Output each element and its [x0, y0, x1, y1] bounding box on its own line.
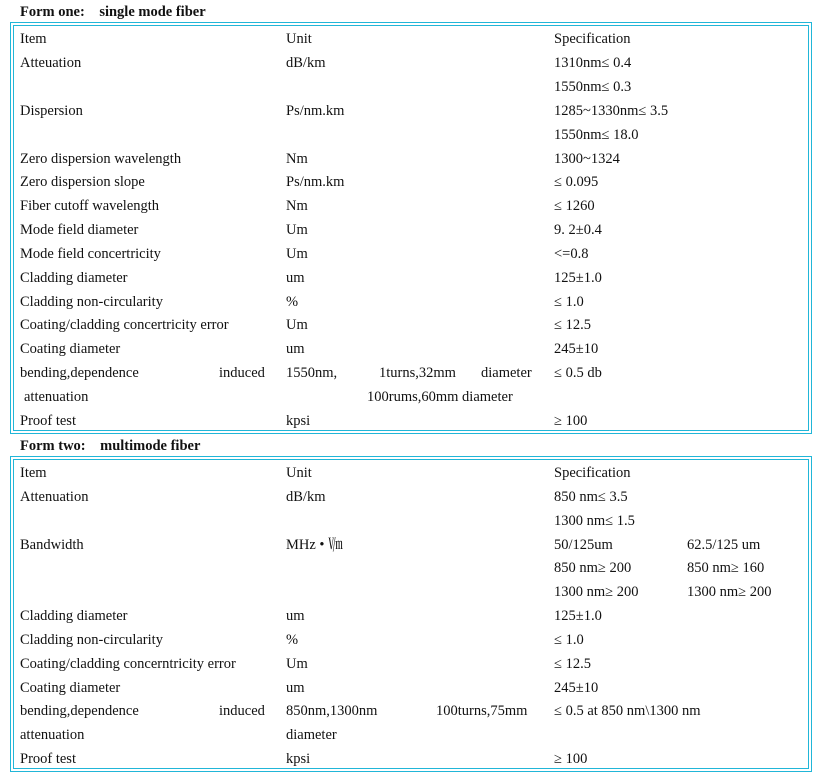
proof-spec: ≥ 100: [554, 751, 588, 767]
bandwidth-col2-line: 850 nm≥ 160: [687, 560, 765, 576]
row-unit: Um: [286, 222, 308, 238]
attenuation-spec-line: 1300 nm≤ 1.5: [554, 513, 635, 529]
form-one-heading: Form one: single mode fiber: [20, 4, 206, 20]
row-spec: ≤ 12.5: [554, 656, 591, 672]
row-spec-line: 1550nm≤ 0.3: [554, 79, 632, 95]
proof-item: Proof test: [20, 751, 76, 767]
row-unit: %: [286, 294, 299, 310]
row-spec-line: 125±1.0: [554, 270, 602, 286]
row-item: Dispersion: [20, 103, 83, 119]
proof-spec: ≥ 100: [554, 413, 588, 429]
row-spec: ≤ 1.0: [554, 632, 584, 648]
bandwidth-col1-line: 850 nm≥ 200: [554, 560, 632, 576]
bandwidth-item: Bandwidth: [20, 537, 84, 553]
row-item: Cladding non-circularity: [20, 632, 163, 648]
row-item: Mode field concertricity: [20, 246, 161, 262]
bending-item-label-induced: induced: [219, 365, 265, 381]
row-unit: Ps/nm.km: [286, 103, 345, 119]
row-item: Cladding non-circularity: [20, 294, 163, 310]
form-two-table: [10, 456, 812, 772]
row-spec-line: ≤ 1260: [554, 198, 595, 214]
row-item: Fiber cutoff wavelength: [20, 198, 160, 214]
attenuation-spec-line: 850 nm≤ 3.5: [554, 489, 628, 505]
row-unit: Um: [286, 656, 308, 672]
row-unit: um: [286, 608, 305, 624]
row-item: Mode field diameter: [20, 222, 139, 238]
row-unit: um: [286, 270, 305, 286]
attenuation-unit: dB/km: [286, 489, 326, 505]
header-unit: Unit: [286, 31, 312, 47]
bending-unit-turns: 100turns,75mm: [436, 703, 528, 719]
bending-unit-second-line: 100rums,60mm diameter: [367, 389, 513, 405]
row-spec-line: ≤ 1.0: [554, 294, 584, 310]
row-spec-line: ≤ 12.5: [554, 317, 591, 333]
form-two-heading: Form two: multimode fiber: [20, 438, 201, 454]
bandwidth-col1-line: 50/125um: [554, 537, 613, 553]
bending-unit-diameter: diameter: [481, 365, 532, 381]
row-unit: um: [286, 341, 305, 357]
row-spec-line: 1300~1324: [554, 151, 620, 167]
bending-unit-wavelength: 850nm,1300nm: [286, 703, 378, 719]
bending-item-label: bending,dependence: [20, 703, 139, 719]
row-unit: Um: [286, 317, 308, 333]
row-spec: 245±10: [554, 680, 599, 696]
header-item: Item: [20, 31, 47, 47]
proof-unit: kpsi: [286, 413, 311, 429]
row-spec-line: 9. 2±0.4: [554, 222, 602, 238]
row-spec-line: 1550nm≤ 18.0: [554, 127, 639, 143]
row-spec-line: <=0.8: [554, 246, 589, 262]
bandwidth-unit: MHz • ㏞: [286, 537, 343, 553]
row-spec-line: ≤ 0.095: [554, 174, 599, 190]
row-spec-line: 245±10: [554, 341, 599, 357]
bandwidth-col2-line: 62.5/125 um: [687, 537, 761, 553]
attenuation-item: Attenuation: [20, 489, 89, 505]
bending-item-label: bending,dependence: [20, 365, 139, 381]
row-unit: Ps/nm.km: [286, 174, 345, 190]
proof-unit: kpsi: [286, 751, 311, 767]
row-spec-line: 1310nm≤ 0.4: [554, 55, 632, 71]
row-item: Zero dispersion slope: [20, 174, 145, 190]
bandwidth-col2-line: 1300 nm≥ 200: [687, 584, 772, 600]
row-item: Coating diameter: [20, 680, 121, 696]
bending-unit-diameter: diameter: [286, 727, 337, 743]
row-item: Coating diameter: [20, 341, 121, 357]
row-unit: dB/km: [286, 55, 326, 71]
header-specification: Specification: [554, 465, 631, 481]
row-unit: Nm: [286, 198, 308, 214]
row-item: Coating/cladding concertricity error: [20, 317, 229, 333]
header-unit: Unit: [286, 465, 312, 481]
bending-spec: ≤ 0.5 db: [554, 365, 602, 381]
row-unit: um: [286, 680, 305, 696]
bending-unit-turns: 1turns,32mm: [379, 365, 456, 381]
row-unit: Um: [286, 246, 308, 262]
bending-unit-wavelength: 1550nm,: [286, 365, 338, 381]
row-spec-line: 1285~1330nm≤ 3.5: [554, 103, 669, 119]
row-item: Cladding diameter: [20, 270, 128, 286]
bandwidth-col1-line: 1300 nm≥ 200: [554, 584, 639, 600]
bending-spec: ≤ 0.5 at 850 nm\1300 nm: [554, 703, 701, 719]
row-spec: 125±1.0: [554, 608, 602, 624]
row-item: Zero dispersion wavelength: [20, 151, 182, 167]
row-unit: %: [286, 632, 299, 648]
row-item: Coating/cladding concerntricity error: [20, 656, 236, 672]
bending-item-label-induced: induced: [219, 703, 265, 719]
header-item: Item: [20, 465, 47, 481]
row-item: Cladding diameter: [20, 608, 128, 624]
row-item: Atteuation: [20, 55, 82, 71]
proof-item: Proof test: [20, 413, 76, 429]
bending-item-label-attenuation: attenuation: [20, 727, 85, 743]
bending-item-label-attenuation: attenuation: [24, 389, 89, 405]
header-specification: Specification: [554, 31, 631, 47]
row-unit: Nm: [286, 151, 308, 167]
